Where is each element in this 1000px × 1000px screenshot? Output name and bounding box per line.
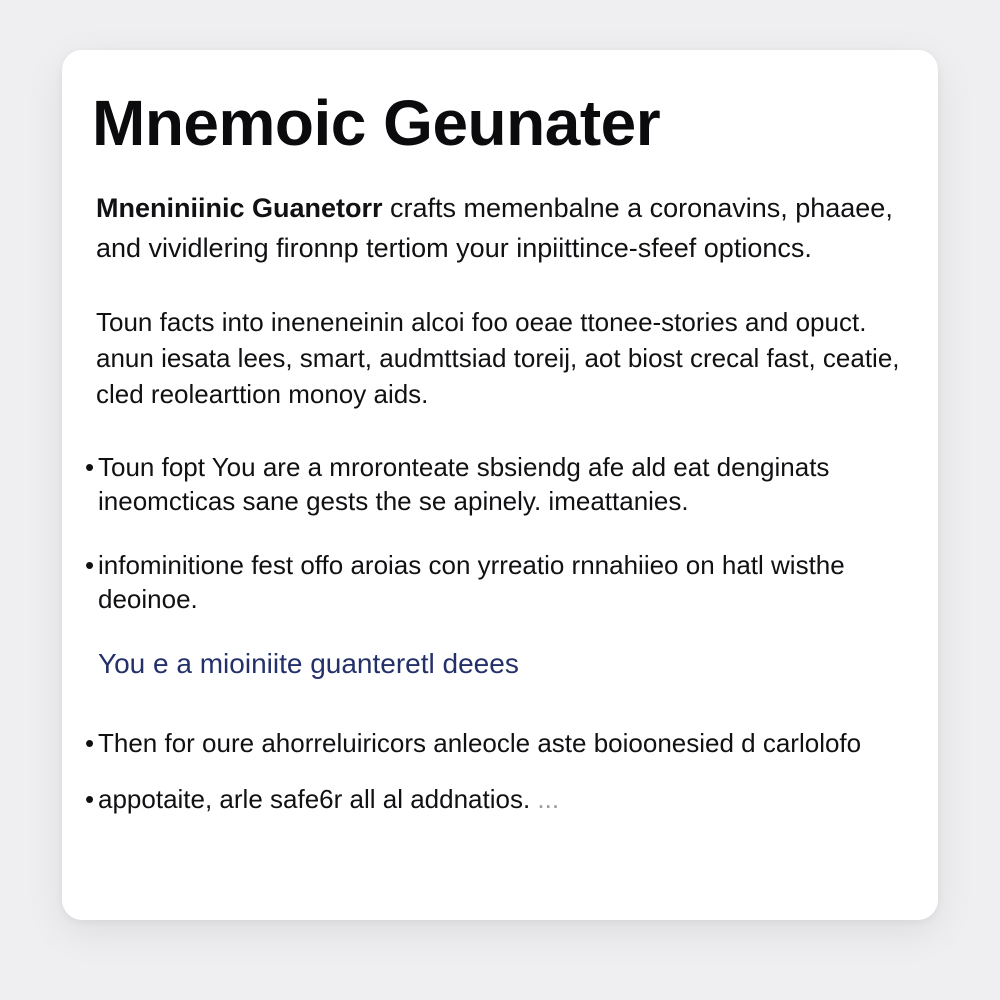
- section-subheading: You e a mioiniite guanteretl deees: [98, 648, 519, 680]
- list-item-text: appotaite, arle safe6r all al addnatios.: [98, 784, 531, 815]
- list-item: [85, 726, 902, 760]
- bullet-list-first: [85, 450, 902, 616]
- bullet-icon: •: [85, 728, 95, 759]
- bullet-icon: •: [85, 784, 95, 815]
- bullet-icon: •: [85, 452, 95, 483]
- list-item-text: Toun fopt You are a mroronteate sbsiendg afe ald eat denginats ineomcticas sane gests the se apinely. imeattanies.: [98, 452, 830, 517]
- list-item-text: Then for oure ahorreluiricors anleocle aste boioonesied d carlolofo: [98, 728, 862, 759]
- content-card: [62, 50, 938, 920]
- list-item-text: infominitione fest offo aroias con yrreatio rnnahiieo on hatl wisthe deoinoe.: [98, 550, 845, 615]
- intro-lead: Mneniniinic Guanetorr: [96, 193, 383, 224]
- intro-rest: crafts memenbalne a coronavins, phaaee, and vividlering fironnp tertiom your inpiittince-sfeef optioncs.: [96, 193, 893, 264]
- list-item: [85, 548, 902, 616]
- bullet-list-second: [85, 726, 902, 816]
- trailing-ellipsis: ...: [537, 784, 560, 815]
- page-title: Mnemoic Geunater: [92, 87, 661, 159]
- body-paragraph: Toun facts into ineneneinin alcoi foo oeae ttonee-stories and opuct. anun iesata lees, smart, audmttsiad toreij, aot biost crecal fast, ceatie, cled reolearttion monoy aids.: [96, 307, 900, 410]
- list-item: [85, 782, 902, 816]
- intro-paragraph: [96, 188, 902, 268]
- list-item: [85, 450, 902, 518]
- bullet-icon: •: [85, 550, 95, 581]
